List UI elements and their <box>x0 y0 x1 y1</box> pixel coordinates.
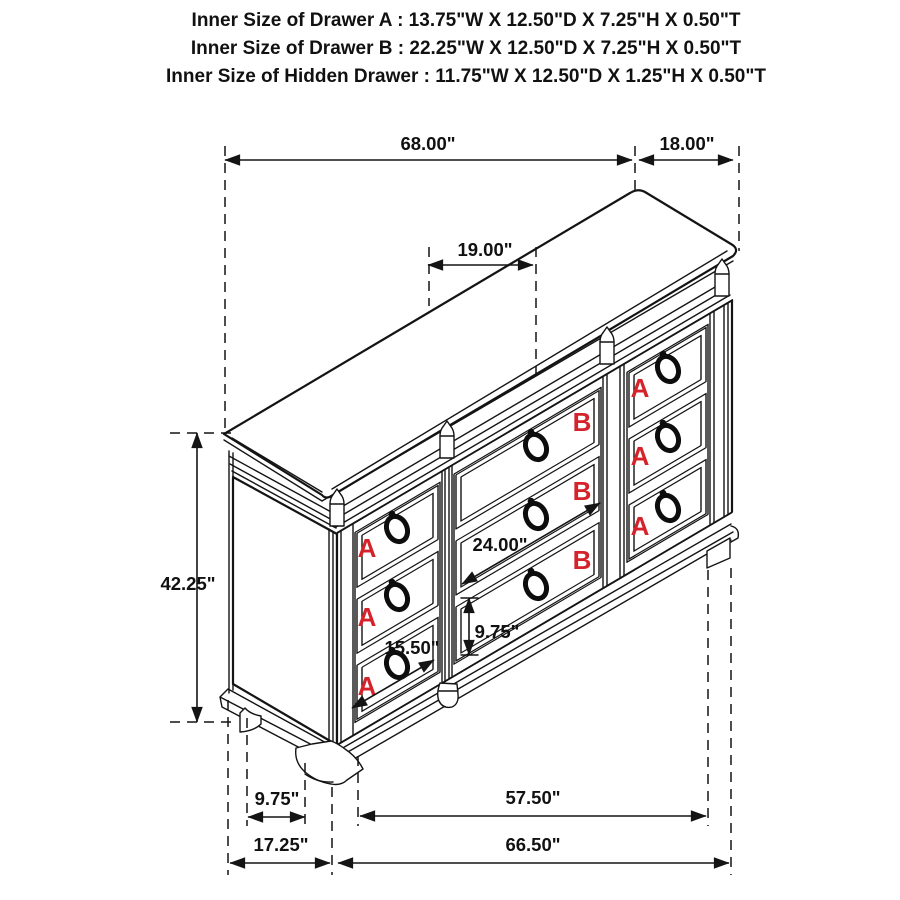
dim-label-drawer-height: 9.75" <box>474 621 520 642</box>
dim-label-top-depth: 18.00" <box>659 133 715 154</box>
drawer-b-size-text: Inner Size of Drawer B : 22.25"W X 12.50"D X 7.25"H X 0.50"T <box>190 38 742 59</box>
back-left-foot <box>240 708 261 732</box>
hidden-drawer-size-text: Inner Size of Hidden Drawer : 11.75"W X 12.50"D X 1.25"H X 0.50"T <box>166 66 766 87</box>
base-corner-bump <box>731 526 738 542</box>
drawer-marker-a: A <box>630 441 650 471</box>
center-foot <box>438 683 458 707</box>
drawer-marker-b: B <box>572 476 592 506</box>
drawer-a-size-text: Inner Size of Drawer A : 13.75"W X 12.50"D X 7.25"H X 0.50"T <box>191 10 741 31</box>
dim-label-base-width: 66.50" <box>505 834 561 855</box>
dim-label-hidden-drawer-width: 19.00" <box>457 239 513 260</box>
dim-label-foot-depth: 9.75" <box>254 788 300 809</box>
right-foot <box>707 538 730 568</box>
dim-label-base-depth: 17.25" <box>253 834 309 855</box>
drawer-marker-a: A <box>630 511 650 541</box>
title-block <box>166 10 766 87</box>
side-back-edge <box>229 451 233 693</box>
drawer-marker-a: A <box>357 602 377 632</box>
drawer-marker-a: A <box>357 533 377 563</box>
dim-label-drawer-b-width: 24.00" <box>472 534 528 555</box>
dim-label-overall-height: 42.25" <box>160 573 216 594</box>
front-left-foot <box>296 741 363 785</box>
dim-label-drawer-a-width: 15.50" <box>384 637 440 658</box>
drawer-marker-b: B <box>572 545 592 575</box>
drawer-marker-a: A <box>357 671 377 701</box>
drawer-marker-a: A <box>630 373 650 403</box>
left-side-panel <box>233 477 337 745</box>
dim-label-feet-span: 57.50" <box>505 787 561 808</box>
dim-label-top-width: 68.00" <box>400 133 456 154</box>
drawer-marker-b: B <box>572 407 592 437</box>
dresser-drawing <box>220 190 738 784</box>
